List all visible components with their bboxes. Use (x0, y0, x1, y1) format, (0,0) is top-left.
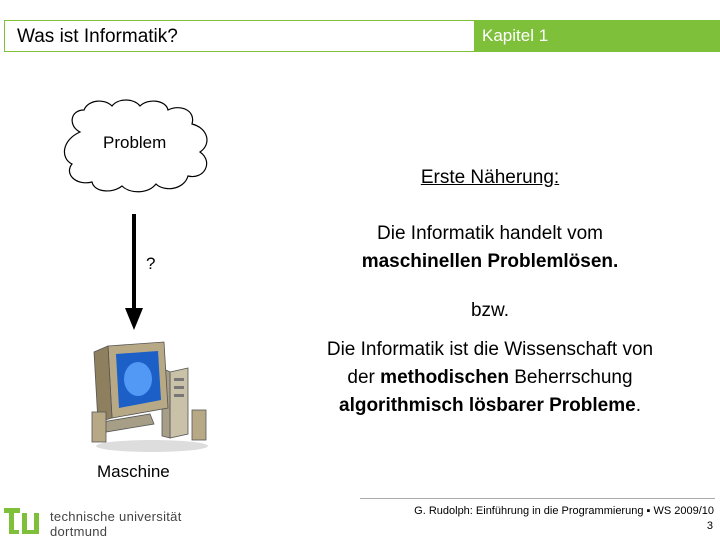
footer-divider (360, 498, 715, 499)
logo-text-line2: dortmund (50, 524, 108, 539)
definition-2-line2-post: Beherrschung (508, 367, 633, 388)
slide-title: Was ist Informatik? (17, 26, 178, 47)
page-number: 3 (706, 520, 713, 532)
slide-header (0, 0, 720, 52)
definition-2-line2-bold: methodischen (380, 367, 509, 388)
title-box (4, 20, 474, 52)
definition-1-line1: Die Informatik handelt vom (377, 223, 603, 244)
definition-2-line3-bold: algorithmisch lösbarer Probleme (339, 395, 636, 416)
chapter-box (474, 20, 720, 52)
chapter-label: Kapitel 1 (482, 26, 549, 45)
bzw-label: bzw. (470, 300, 510, 321)
definition-2 (290, 336, 690, 420)
computer-icon (88, 338, 212, 454)
problem-label: Problem (103, 133, 167, 152)
first-approximation-heading: Erste Näherung: (420, 167, 560, 188)
footer-credit: G. Rudolph: Einführung in die Programmierung ▪ WS 2009/10 (414, 505, 714, 517)
machine-label: Maschine (97, 462, 170, 481)
definition-2-line2-pre: der (347, 367, 381, 388)
definition-2-line3-post: . (635, 395, 641, 416)
question-mark: ? (146, 254, 156, 273)
definition-1-bold: maschinellen Problemlösen. (361, 251, 619, 272)
definition-2-line1: Die Informatik ist die Wissenschaft von (326, 339, 654, 360)
definition-1 (290, 220, 690, 276)
logo-text-line1: technische universität (50, 509, 182, 524)
down-arrow-icon (124, 214, 144, 330)
